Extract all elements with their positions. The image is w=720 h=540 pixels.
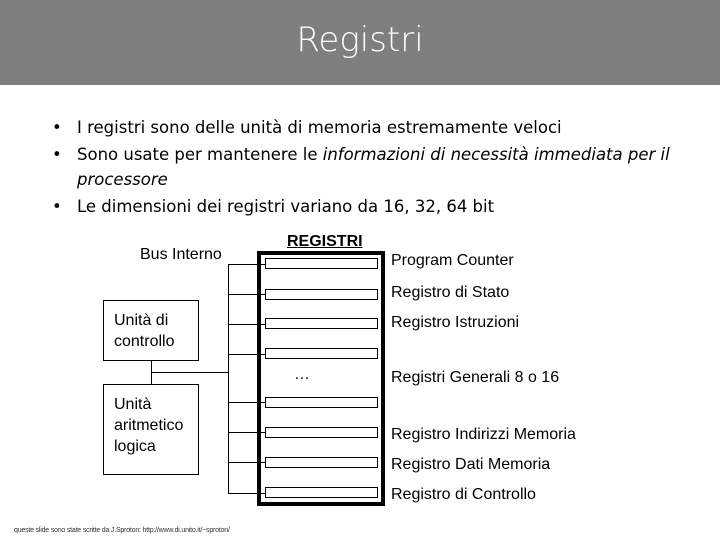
register-slot <box>265 318 378 329</box>
control-unit-box <box>103 300 199 361</box>
register-slot <box>265 457 378 468</box>
register-label: Registro Indirizzi Memoria <box>391 426 576 443</box>
register-slot <box>265 427 378 438</box>
bus-connector <box>151 372 228 373</box>
register-label: Registro Istruzioni <box>391 314 520 331</box>
bullet-list <box>52 115 692 221</box>
register-label: Registro Dati Memoria <box>391 456 551 473</box>
cu-alu-connector <box>151 360 152 384</box>
register-label: Registri Generali 8 o 16 <box>391 369 560 386</box>
header-bar <box>0 0 720 85</box>
register-slot <box>265 289 378 300</box>
bullet-item: • I registri sono delle unità di memoria estremamente veloci <box>52 115 692 140</box>
registers-title: REGISTRI <box>287 233 363 250</box>
bullet-item: • Le dimensioni dei registri variano da 16, 32, 64 bit <box>52 194 692 219</box>
bullet-text: Sono usate per mantenere le <box>77 145 323 164</box>
register-label: Registro di Controllo <box>391 486 536 503</box>
bus-label: Bus Interno <box>140 246 222 263</box>
alu-label: Unità aritmetico logica <box>114 396 184 455</box>
ellipsis: … <box>294 366 310 383</box>
internal-bus <box>228 264 229 494</box>
bullet-emphasis: informazioni di necessità immediata per il processore <box>77 145 670 189</box>
register-label: Registro di Stato <box>391 284 510 301</box>
alu-box <box>103 384 199 475</box>
register-slot <box>265 258 378 269</box>
register-slot <box>265 348 378 359</box>
register-slot <box>265 397 378 408</box>
register-slot <box>265 487 378 498</box>
register-label: Program Counter <box>391 252 514 269</box>
control-unit-label: Unità di controllo <box>114 312 175 350</box>
bullet-item <box>52 142 692 192</box>
footer-credit: queste slide sono state scritte da J.Sproton: http://www.di.unito.it/~sproton/ <box>14 527 230 534</box>
slide-title: Registri <box>296 20 424 60</box>
